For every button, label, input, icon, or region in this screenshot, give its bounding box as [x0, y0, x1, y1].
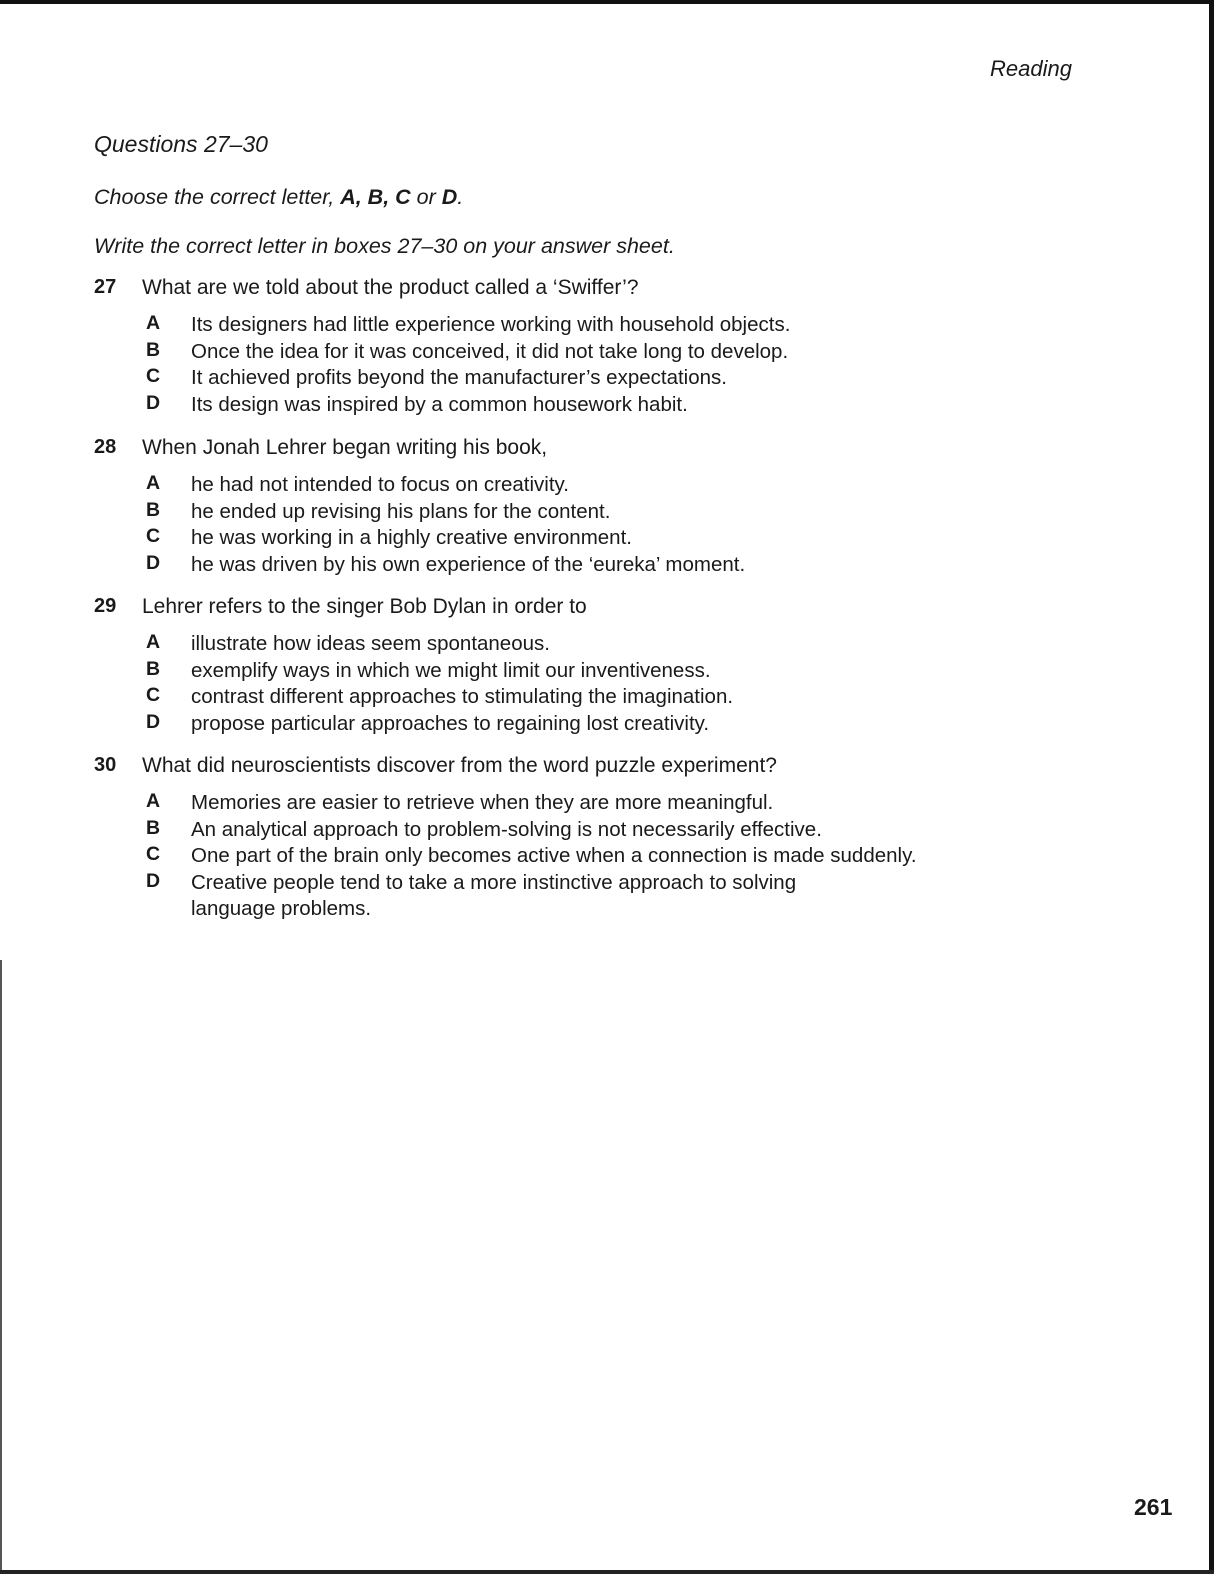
option-text: Creative people tend to take a more instinctive approach to solving language problems. [191, 870, 797, 920]
instruction-or: or [410, 185, 442, 209]
option-letter: D [146, 710, 161, 733]
question-30 [94, 754, 994, 920]
question-stem [94, 595, 994, 625]
question-number: 28 [94, 436, 117, 458]
option-letter: B [146, 338, 161, 361]
question-text: What are we told about the product called a ‘Swiffer’? [142, 276, 639, 299]
bottom-page-edge [0, 1570, 1214, 1574]
option-text: he was driven by his own experience of the ‘eureka’ moment. [191, 552, 746, 576]
option-text: It achieved profits beyond the manufacturer’s expectations. [191, 366, 727, 389]
left-page-edge [0, 960, 2, 1574]
right-border-rule [1209, 0, 1214, 1574]
running-head: Reading [990, 56, 1072, 81]
question-text: What did neuroscientists discover from the word puzzle experiment? [142, 754, 777, 777]
option-letter: D [146, 551, 161, 574]
instruction-answer-sheet: Write the correct letter in boxes 27–30 on your answer sheet. [94, 234, 675, 258]
option-text: propose particular approaches to regaining lost creativity. [191, 711, 710, 735]
instruction-last-letter: D [441, 185, 458, 209]
option-text: Memories are easier to retrieve when they are more meaningful. [191, 791, 774, 814]
option-text: illustrate how ideas seem spontaneous. [191, 632, 550, 655]
question-stem [94, 754, 994, 784]
option-text: contrast different approaches to stimulating the imagination. [191, 685, 734, 708]
option-letter: A [146, 790, 161, 812]
option-letter: A [146, 312, 161, 334]
option-letter: B [146, 816, 161, 839]
page-number: 261 [1134, 1494, 1173, 1520]
question-stem [94, 436, 994, 466]
instruction-prefix: Choose the correct letter, [94, 185, 341, 209]
option-letter: C [146, 684, 161, 706]
option-letter: B [146, 498, 161, 521]
option-text: Once the idea for it was conceived, it did not take long to develop. [191, 339, 789, 363]
option-letter: D [146, 869, 161, 892]
question-stem [94, 276, 994, 306]
option-letter: C [146, 843, 161, 865]
option-text: exemplify ways in which we might limit our inventiveness. [191, 658, 711, 682]
top-border-rule [0, 0, 1214, 4]
option-text: he ended up revising his plans for the content. [191, 499, 611, 523]
option-text: Its design was inspired by a common housework habit. [191, 392, 688, 416]
option-letter: B [146, 657, 161, 680]
question-28 [94, 436, 994, 576]
instruction-letters: A, B, C [340, 185, 411, 209]
instruction-period: . [457, 185, 464, 209]
question-number: 29 [94, 595, 117, 617]
question-29 [94, 595, 994, 735]
section-title: Questions 27–30 [94, 131, 268, 157]
question-text: Lehrer refers to the singer Bob Dylan in order to [142, 595, 587, 618]
option-letter: A [146, 631, 161, 653]
option-text: One part of the brain only becomes active when a connection is made suddenly. [191, 844, 917, 867]
option-letter: C [146, 365, 161, 387]
option-letter: C [146, 525, 161, 547]
option-letter: A [146, 472, 161, 494]
question-number: 30 [94, 754, 117, 776]
question-number: 27 [94, 276, 117, 298]
option-text: Its designers had little experience working with household objects. [191, 313, 791, 336]
instruction-choose-letter [94, 185, 463, 210]
option-text: he was working in a highly creative environment. [191, 526, 632, 549]
question-27 [94, 276, 994, 416]
option-text: he had not intended to focus on creativity. [191, 473, 569, 496]
option-text: An analytical approach to problem-solving is not necessarily effective. [191, 817, 822, 841]
question-text: When Jonah Lehrer began writing his book, [142, 436, 548, 459]
option-letter: D [146, 391, 161, 414]
